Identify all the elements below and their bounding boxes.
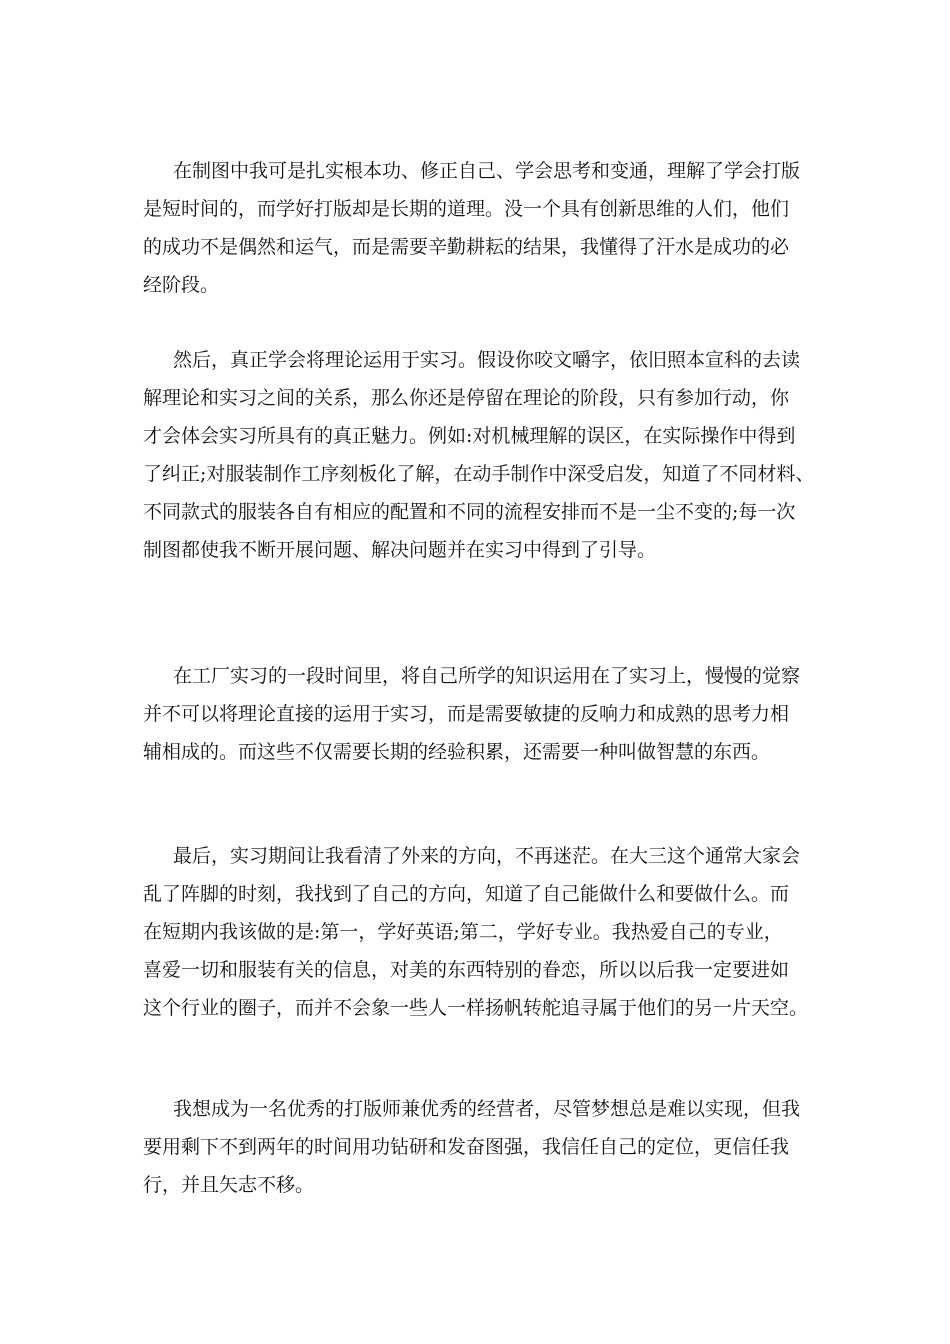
paragraph-line: 这个行业的圈子，而并不会象一些人一样扬帆转舵追寻属于他们的另一片天空。 xyxy=(143,997,809,1019)
paragraph-line: 制图都使我不断开展问题、解决问题并在实习中得到了引导。 xyxy=(143,539,657,561)
paragraph-line: 然后，真正学会将理论运用于实习。假设你咬文嚼字，依旧照本宣科的去读 xyxy=(173,349,801,371)
paragraph-line: 辅相成的。而这些不仅需要长期的经验积累，还需要一种叫做智慧的东西。 xyxy=(143,741,771,763)
paragraph-2 xyxy=(143,341,814,569)
paragraph-line: 才会体会实习所具有的真正魅力。例如:对机械理解的误区，在实际操作中得到 xyxy=(143,425,796,447)
paragraph-line: 是短时间的，而学好打版却是长期的道理。没一个具有创新思维的人们，他们 xyxy=(143,198,790,220)
paragraph-line: 了纠正;对服装制作工序刻板化了解，在动手制作中深受启发，知道了不同材料、 xyxy=(143,463,815,485)
paragraph-line: 在制图中我可是扎实根本功、修正自己、学会思考和变通，理解了学会打版 xyxy=(173,160,801,182)
paragraph-line: 在短期内我该做的是:第一，学好英语;第二，学好专业。我热爱自己的专业， xyxy=(143,921,783,943)
paragraph-4 xyxy=(143,837,808,1027)
paragraph-line: 行，并且矢志不移。 xyxy=(143,1174,315,1196)
paragraph-line: 在工厂实习的一段时间里，将自己所学的知识运用在了实习上，慢慢的觉察 xyxy=(173,665,801,687)
paragraph-3 xyxy=(143,657,800,771)
paragraph-line: 的成功不是偶然和运气，而是需要辛勤耕耘的结果，我懂得了汗水是成功的必 xyxy=(143,236,790,258)
paragraph-line: 经阶段。 xyxy=(143,274,220,296)
paragraph-line: 要用剩下不到两年的时间用功钻研和发奋图强，我信任自己的定位，更信任我 xyxy=(143,1136,790,1158)
paragraph-5 xyxy=(143,1090,800,1204)
paragraph-line: 我想成为一名优秀的打版师兼优秀的经营者，尽管梦想总是难以实现，但我 xyxy=(173,1098,801,1120)
paragraph-1 xyxy=(143,152,800,304)
paragraph-line: 最后，实习期间让我看清了外来的方向，不再迷茫。在大三这个通常大家会 xyxy=(173,845,801,867)
paragraph-line: 并不可以将理论直接的运用于实习，而是需要敏捷的反响力和成熟的思考力相 xyxy=(143,703,790,725)
paragraph-line: 解理论和实习之间的关系，那么你还是停留在理论的阶段，只有参加行动，你 xyxy=(143,387,790,409)
paragraph-line: 乱了阵脚的时刻，我找到了自己的方向，知道了自己能做什么和要做什么。而 xyxy=(143,883,790,905)
paragraph-line: 喜爱一切和服装有关的信息，对美的东西特别的眷恋，所以以后我一定要进如 xyxy=(143,959,790,981)
paragraph-line: 不同款式的服装各自有相应的配置和不同的流程安排而不是一尘不变的;每一次 xyxy=(143,501,796,523)
